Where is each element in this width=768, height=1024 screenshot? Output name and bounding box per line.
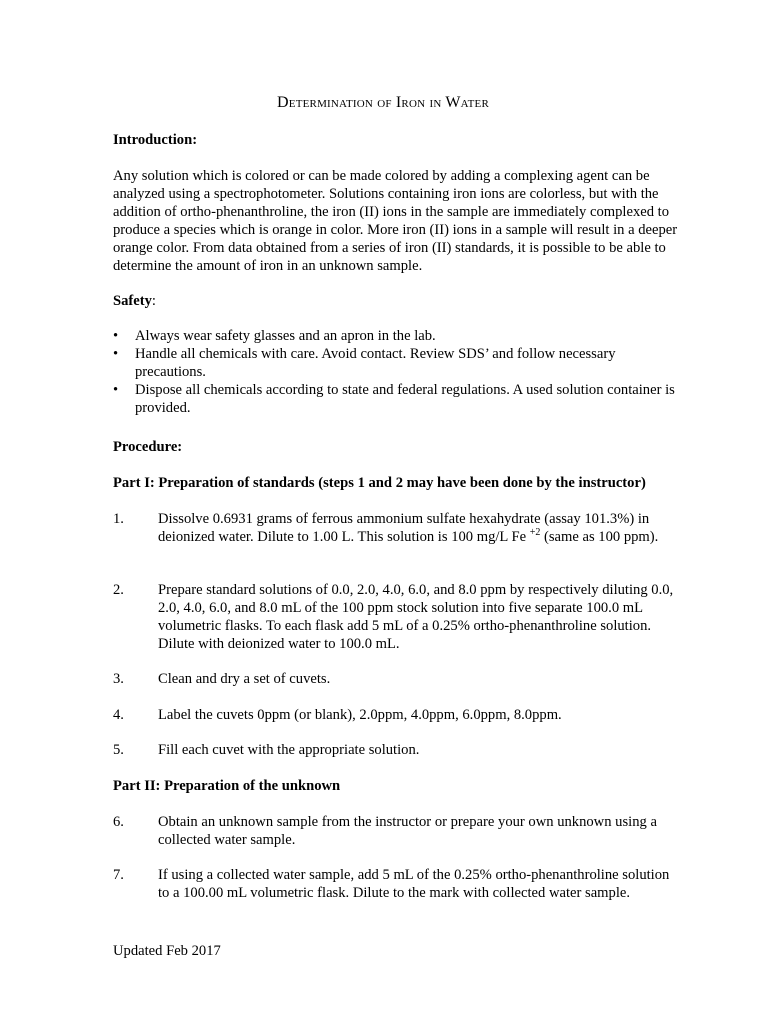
step-text-part: (same as 100 ppm). xyxy=(540,529,659,545)
step-number: 5. xyxy=(113,742,124,758)
safety-item-text: Handle all chemicals with care. Avoid contact. Review SDS’ and follow necessary precautions. xyxy=(135,346,616,380)
part-one-heading: Part I: Preparation of standards (steps 1 and 2 may have been done by the instructor) xyxy=(113,475,646,491)
procedure-step xyxy=(113,581,683,653)
page-footer: Updated Feb 2017 xyxy=(113,943,221,959)
step-text-part: Dissolve 0.6931 grams of ferrous ammonium sulfate hexahydrate (assay 101.3%) in deionized water. Dilute to 1.00 L. This solution is 100 mg/L Fe xyxy=(158,511,650,545)
page-title: Determination of Iron in Water xyxy=(277,94,489,111)
list-item xyxy=(113,381,683,417)
procedure-step xyxy=(113,813,683,849)
step-text: Obtain an unknown sample from the instructor or prepare your own unknown using a collected water sample. xyxy=(158,814,657,848)
step-number: 3. xyxy=(113,671,124,687)
introduction-heading: Introduction: xyxy=(113,132,198,148)
bullet-icon: • xyxy=(113,328,119,344)
step-number: 2. xyxy=(113,582,124,598)
step-text: Fill each cuvet with the appropriate solution. xyxy=(158,742,420,758)
step-text: Label the cuvets 0ppm (or blank), 2.0ppm, 4.0ppm, 6.0ppm, 8.0ppm. xyxy=(158,707,562,723)
step-text xyxy=(158,510,678,546)
bullet-icon: • xyxy=(113,382,119,398)
step-text: Prepare standard solutions of 0.0, 2.0, 4.0, 6.0, and 8.0 ppm by respectively diluting 0.0, 2.0, 4.0, 6.0, and 8.0 mL of the 100 ppm stock solution into five separate 100.0 mL volumetric flasks. To each flask add 5 mL of a 0.25% ortho-phenanthroline solution. Dilute with deionized water to 100.0 mL. xyxy=(158,582,674,652)
step-number: 7. xyxy=(113,867,124,883)
safety-list xyxy=(113,327,683,417)
charge-superscript: +2 xyxy=(529,527,541,539)
procedure-heading: Procedure: xyxy=(113,439,183,455)
step-number: 4. xyxy=(113,707,124,723)
document-page xyxy=(113,0,683,1024)
safety-heading xyxy=(113,292,156,310)
step-text: If using a collected water sample, add 5 mL of the 0.25% ortho-phenanthroline solution to a 100.00 mL volumetric flask. Dilute to the mark with collected water sample. xyxy=(158,867,670,901)
step-text: Clean and dry a set of cuvets. xyxy=(158,671,331,687)
procedure-step xyxy=(113,706,683,724)
procedure-step xyxy=(113,510,683,546)
safety-item-text: Always wear safety glasses and an apron in the lab. xyxy=(135,328,436,344)
list-item xyxy=(113,345,683,381)
procedure-step xyxy=(113,866,683,902)
procedure-step xyxy=(113,741,683,759)
safety-heading-text: Safety xyxy=(113,293,152,309)
safety-item-text: Dispose all chemicals according to state and federal regulations. A used solution container is provided. xyxy=(135,382,675,416)
introduction-paragraph: Any solution which is colored or can be made colored by adding a complexing agent can be analyzed using a spectrophotometer. Solutions containing iron ions are colorless, but with the addition of ortho-phenanthroline, the iron (II) ions in the sample are immediately complexed to produce a species which is orange in color. More iron (II) ions in a sample will result in a deeper orange color. From data obtained from a series of iron (II) standards, it is possible to be able to determine the amount of iron in an unknown sample. xyxy=(113,168,678,274)
part-two-heading: Part II: Preparation of the unknown xyxy=(113,778,341,794)
safety-heading-colon: : xyxy=(151,293,156,309)
step-number: 6. xyxy=(113,814,124,830)
list-item xyxy=(113,327,683,345)
step-number: 1. xyxy=(113,511,124,527)
bullet-icon: • xyxy=(113,346,119,362)
procedure-step xyxy=(113,670,683,688)
